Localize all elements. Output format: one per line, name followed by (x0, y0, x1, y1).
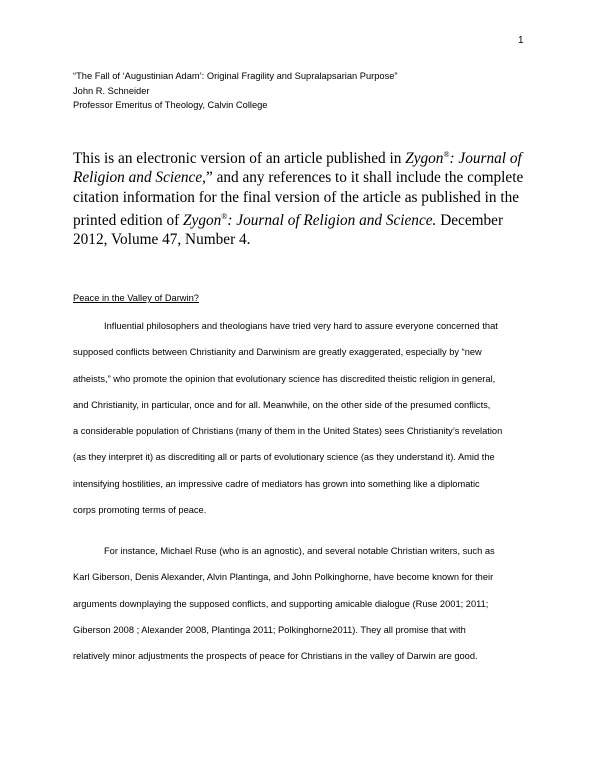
paragraph-line: For instance, Michael Ruse (who is an agnostic), and several notable Christian writers, such as (104, 546, 495, 556)
notice-text-2: ” and any references to it shall include the complete citation information for the final version of the article as published in the printed edition of (73, 169, 524, 229)
publication-notice (73, 145, 533, 249)
paragraph-line: arguments downplaying the supposed conflicts, and supporting amicable dialogue (Ruse 2001; 2011; (73, 598, 489, 609)
paragraph-line: Giberson 2008 ; Alexander 2008, Plantinga 2011; Polkinghorne2011). They all promise that with (73, 624, 466, 635)
paragraph-line: a considerable population of Christians (many of them in the United States) sees Christianity’s revelation (73, 426, 503, 437)
article-header (73, 69, 398, 113)
paragraph-line: and Christianity, in particular, once and for all. Meanwhile, on the other side of the presumed conflicts, (73, 399, 491, 410)
paragraph-line: relatively minor adjustments the prospects of peace for Christians in the valley of Darwin are good. (73, 651, 478, 662)
paragraph-2 (73, 538, 533, 669)
paragraph-1 (73, 313, 533, 523)
author-affiliation: Professor Emeritus of Theology, Calvin College (73, 100, 268, 110)
author-name: John R. Schneider (73, 85, 150, 96)
journal-name: Zygon (405, 150, 444, 168)
page-number: 1 (518, 35, 524, 46)
section-heading: Peace in the Valley of Darwin? (73, 293, 199, 303)
article-title: “The Fall of ‘Augustinian Adam’: Original Fragility and Supralapsarian Purpose” (73, 71, 398, 81)
paragraph-line: (as they interpret it) as discrediting all or parts of evolutionary science (as they understand it). Amid the (73, 452, 495, 463)
registered-mark: ® (443, 150, 450, 159)
journal-subtitle-2: : Journal of Religion and Science. (227, 211, 437, 229)
registered-mark-2: ® (221, 211, 228, 221)
journal-subtitle: : Journal of Religion and Science, (73, 150, 522, 187)
paragraph-line: Influential philosophers and theologians have tried very hard to assure everyone concerned that (104, 321, 498, 331)
paragraph-line: atheists,” who promote the opinion that evolutionary science has discredited theistic religion in general, (73, 373, 496, 384)
paragraph-line: Karl Giberson, Denis Alexander, Alvin Plantinga, and John Polkinghorne, have become known for their (73, 572, 494, 583)
paragraph-line: supposed conflicts between Christianity and Darwinism are greatly exaggerated, especially by “new (73, 347, 482, 358)
notice-text-1: This is an electronic version of an article published in (73, 150, 406, 168)
paragraph-line: intensifying hostilities, an impressive cadre of mediators has grown into something like a diplomatic (73, 478, 480, 489)
paragraph-line: corps promoting terms of peace. (73, 505, 207, 516)
journal-name-2: Zygon (183, 211, 222, 229)
notice-text-3: December 2012, Volume 47, Number 4. (73, 211, 504, 248)
